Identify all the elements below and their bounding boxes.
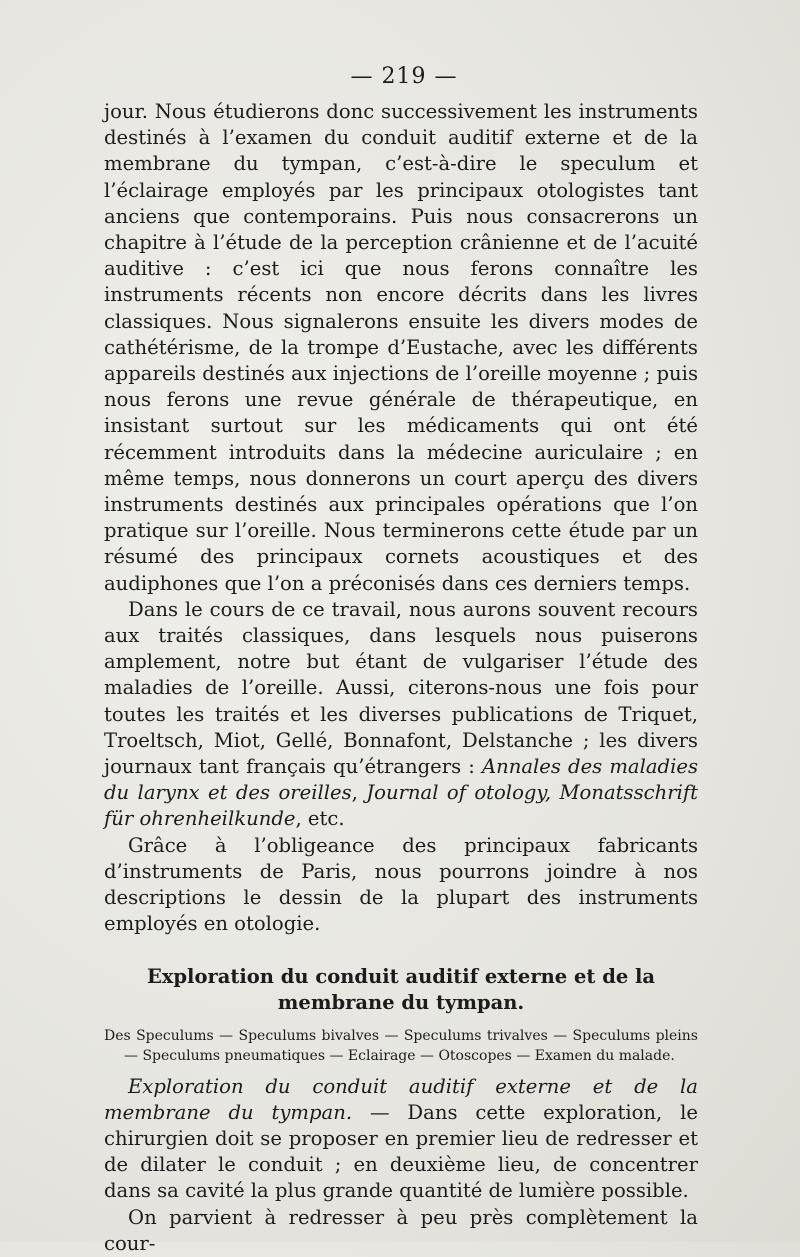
section-heading: Exploration du conduit auditif externe et de la membrane du tympan. (146, 964, 656, 1014)
paragraph-2-end: , etc. (295, 807, 345, 831)
journal-title-annales: Annales des maladies du larynx et des oreilles (104, 755, 698, 805)
book-page (104, 64, 698, 1257)
body-paragraph-4 (104, 1074, 698, 1205)
body-paragraph-2 (104, 597, 698, 833)
body-paragraph-1: jour. Nous étudierons donc successivement les instruments destinés à l’examen du conduit auditif externe et de la membrane du tympan, c’est-à-dire le speculum et l’éclairage employés par les principaux otologistes tant anciens que contemporains. Puis nous consacrerons un chapitre à l’étude de la perception crânienne et de l’acuité auditive : c’est ici que nous ferons connaître les instruments récents non encore décrits dans les livres classiques. Nous signalerons ensuite les divers modes de cathétérisme, de la trompe d’Eustache, avec les différents appareils destinés aux injections de l’oreille moyenne ; puis nous ferons une revue générale de thérapeutique, en insistant surtout sur les médicaments qui ont été récemment introduits dans la médecine auriculaire ; en même temps, nous donnerons un court aperçu des divers instruments destinés aux principales opérations que l’on pratique sur l’oreille. Nous terminerons cette étude par un résumé des principaux cornets acoustiques et des audiphones que l’on a préconisés dans ces derniers temps. (104, 100, 698, 595)
page-number: — 219 — (350, 64, 458, 89)
section-summary: Des Speculums — Speculums bivalves — Speculums trivalves — Speculums pleins — Speculums pneumatiques — Eclairage — Otoscopes — Examen du malade. (104, 1027, 698, 1064)
journal-title-otology: Journal of otology, Monatsschrift für ohrenheilkunde (104, 781, 698, 831)
paragraph-4-lead: Exploration du conduit auditif externe et de la membrane du tympan. (104, 1074, 698, 1124)
body-paragraph-3: Grâce à l’obligeance des principaux fabricants d’instruments de Paris, nous pourrons joindre à nos descriptions le dessin de la plupart des instruments employés en otologie. (104, 833, 698, 936)
body-paragraph-5: On parvient à redresser à peu près complètement la cour- (104, 1205, 698, 1255)
paragraph-4-text: — Dans cette exploration, le chirurgien doit se proposer en premier lieu de redresser et de dilater le conduit ; en deuxième lieu, de concentrer dans sa cavité la plus grande quantité de lumière possible. (104, 1100, 698, 1203)
paragraph-2-separator: , (351, 781, 367, 805)
paragraph-2-text: Dans le cours de ce travail, nous aurons souvent recours aux traités classiques, dans lesquels nous puiserons amplement, notre but étant de vulgariser l’étude des maladies de l’oreille. Aussi, citerons-nous une fois pour toutes les traités et les diverses publications de Triquet, Troeltsch, Miot, Gellé, Bonnafont, Delstanche ; les divers journaux tant français qu’étrangers : (104, 597, 698, 779)
